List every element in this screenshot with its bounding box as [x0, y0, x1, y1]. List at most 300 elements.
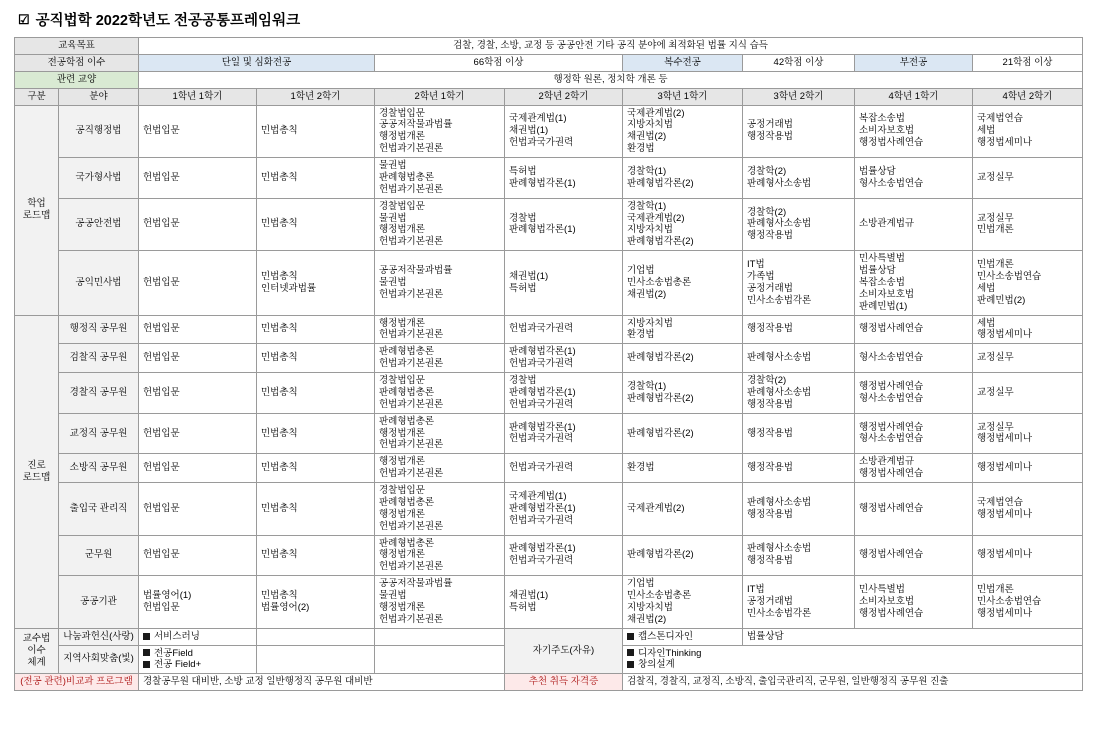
course-name: 채권법(1): [509, 590, 549, 601]
group-career-roadmap: 진로 로드맵: [15, 315, 59, 628]
course-name: 소비자보호법: [859, 595, 915, 607]
course-name: 소비자보호법: [859, 125, 915, 137]
course-cell: [973, 535, 1083, 576]
course-name: 판례형법각론(2): [627, 549, 694, 561]
teaching-item-major-field: 전공Field 전공 Field+: [139, 645, 257, 674]
framework-table: [14, 37, 1083, 691]
course-cell: [375, 576, 505, 629]
course-name: 민법총칙: [261, 502, 298, 514]
table-row: [15, 535, 1083, 576]
course-name: 교정실무: [977, 212, 1014, 224]
course-name: 국제관계법(1): [509, 113, 567, 125]
course-name: 헌법입문: [143, 502, 180, 514]
course-cell: [623, 251, 743, 315]
course-cell: [855, 315, 973, 344]
course-cell: [623, 413, 743, 454]
course-cell: [743, 105, 855, 158]
course-name: 헌법과기본권론: [379, 288, 444, 300]
course-name: 행정법세미나: [977, 549, 1033, 561]
course-name: 민법총칙: [261, 549, 298, 561]
field-label: 검찰직 공무원: [59, 344, 139, 373]
course-cell: [139, 158, 257, 199]
course-name: 소방관계법규: [859, 218, 915, 230]
course-name: 공공저작물과법률: [379, 578, 453, 590]
col-header-7: 3학년 2학기: [743, 88, 855, 105]
course-cell: [973, 315, 1083, 344]
course-cell: [623, 158, 743, 199]
field-label: 교정직 공무원: [59, 413, 139, 454]
teaching-item-capstone: 캡스톤디자인: [623, 628, 743, 645]
course-name: 판례형법총론: [379, 415, 435, 427]
course-name: 국제관계법(1): [509, 490, 567, 502]
credit-type-minor: 부전공: [855, 54, 973, 71]
course-cell: [743, 315, 855, 344]
course-cell: [623, 344, 743, 373]
table-row: [15, 373, 1083, 414]
course-name: 행정법개론: [379, 456, 425, 468]
course-name: 행정법세미나: [977, 462, 1033, 474]
field-label: 행정직 공무원: [59, 315, 139, 344]
course-name: 판례형법각론(1): [509, 346, 576, 358]
course-name: 헌법과기본권론: [379, 183, 444, 195]
course-name: 특허법: [509, 165, 537, 177]
teaching-category-love: 나눔과헌신(사랑): [59, 628, 139, 645]
course-cell: [505, 483, 623, 536]
course-cell: [623, 483, 743, 536]
course-name: 경찰학(1): [627, 165, 667, 177]
course-name: 법률상담: [859, 265, 896, 276]
bullet-square-icon: [627, 661, 634, 668]
course-name: 형사소송법연습: [859, 177, 924, 189]
course-name: 행정작용법: [747, 462, 793, 474]
course-name: 세법: [977, 282, 996, 294]
course-name: 민사소송법총론: [627, 276, 692, 288]
table-row: [15, 158, 1083, 199]
credit-value-single: 66학점 이상: [375, 54, 623, 71]
course-name: 판례민법(1): [859, 300, 908, 312]
course-cell: [505, 373, 623, 414]
course-name: 판례형법각론(1): [509, 224, 576, 236]
course-name: 교정실무: [977, 352, 1014, 364]
course-name: 채권법(1): [509, 270, 549, 282]
course-cell: [855, 535, 973, 576]
teaching-label-line1: 교수법: [22, 633, 51, 645]
course-name: 판례형법각론(2): [627, 427, 694, 439]
course-cell: [855, 251, 973, 315]
liberal-label: 관련 교양: [15, 71, 139, 88]
credits-row: [15, 54, 1083, 71]
col-header-9: 4학년 2학기: [973, 88, 1083, 105]
course-name: 헌법입문: [143, 125, 180, 137]
table-row: [15, 483, 1083, 536]
course-cell: [743, 158, 855, 199]
goal-row: [15, 38, 1083, 55]
course-name: 민사소송법총론: [627, 590, 692, 601]
column-header-row: [15, 88, 1083, 105]
program-label: (전공 관련)비교과 프로그램: [15, 674, 139, 691]
course-name: 세법: [977, 125, 996, 137]
teaching-system-label: [15, 628, 59, 674]
course-cell: [973, 483, 1083, 536]
course-name: 민사소송법각론: [747, 607, 812, 619]
course-name: 헌법입문: [143, 218, 180, 230]
course-cell: [257, 373, 375, 414]
field-label: 공공기관: [59, 576, 139, 629]
course-name: 공정거래법: [747, 119, 793, 131]
course-name: 행정법사례연습: [859, 502, 924, 514]
course-name: 가족법: [747, 270, 775, 282]
course-cell: [743, 576, 855, 629]
course-cell: [505, 413, 623, 454]
course-name: 민법총칙: [261, 125, 298, 137]
course-name: 국제관계법(2): [627, 212, 685, 224]
course-name: 복잡소송법: [859, 113, 905, 125]
table-row: [15, 413, 1083, 454]
course-name: 민법총칙: [261, 462, 298, 474]
course-cell: [973, 158, 1083, 199]
course-name: 행정법개론: [379, 601, 425, 613]
course-cell: [257, 454, 375, 483]
course-name: 민법총칙: [261, 427, 298, 439]
course-cell: [375, 158, 505, 199]
course-cell: [855, 413, 973, 454]
course-name: 행정법사례연습: [859, 549, 924, 561]
course-name: 법률상담: [859, 165, 896, 177]
course-name: 헌법과기본권론: [379, 468, 444, 480]
course-cell: [257, 315, 375, 344]
course-name: 판례민법(2): [977, 294, 1026, 306]
course-cell: [375, 483, 505, 536]
credits-label: 전공학점 이수: [15, 54, 139, 71]
course-name: 행정법사례연습: [859, 137, 924, 149]
teaching-row-1: [15, 628, 1083, 645]
course-cell: [623, 576, 743, 629]
course-name: IT법: [747, 259, 765, 271]
course-name: 행정작용법: [747, 508, 793, 520]
course-name: 헌법과국가권력: [509, 137, 574, 149]
course-name: 판례형법각론(2): [627, 392, 694, 404]
teaching-blank-2: [375, 628, 505, 645]
col-header-4: 2학년 1학기: [375, 88, 505, 105]
course-cell: [505, 158, 623, 199]
course-name: 행정법사례연습: [859, 421, 924, 433]
field-label: 군무원: [59, 535, 139, 576]
course-name: 행정법개론: [379, 549, 425, 561]
course-cell: [257, 158, 375, 199]
course-name: 헌법입문: [143, 276, 180, 288]
credit-type-single: 단일 및 심화전공: [139, 54, 375, 71]
course-name: 헌법과기본권론: [379, 398, 444, 410]
course-cell: [257, 483, 375, 536]
course-cell: [139, 315, 257, 344]
course-name: 행정작용법: [747, 131, 793, 143]
course-name: 판례형사소송법: [747, 218, 812, 230]
course-cell: [375, 315, 505, 344]
course-cell: [623, 454, 743, 483]
course-cell: [973, 105, 1083, 158]
course-name: 판례형법각론(1): [509, 386, 576, 398]
course-cell: [623, 535, 743, 576]
course-cell: [505, 576, 623, 629]
field-label: 국가형사법: [59, 158, 139, 199]
course-cell: [743, 413, 855, 454]
table-row: [15, 105, 1083, 158]
course-cell: [375, 373, 505, 414]
course-name: 형사소송법연습: [859, 433, 924, 445]
course-name: 행정법세미나: [977, 607, 1033, 619]
course-name: 민법총칙: [261, 386, 298, 398]
course-name: 소방관계법규: [859, 456, 915, 468]
credit-value-minor: 21학점 이상: [973, 54, 1083, 71]
course-name: 판례형법각론(2): [627, 236, 694, 248]
course-name: 판례형사소송법: [747, 496, 812, 508]
course-name: 판례형법각론(2): [627, 177, 694, 189]
course-name: 민사소송법연습: [977, 595, 1042, 607]
course-name: 민법개론: [977, 584, 1014, 596]
teaching-category-freedom: 자기주도(자유): [505, 628, 623, 674]
course-name: 특허법: [509, 601, 537, 613]
course-name: 국제관계법(2): [627, 107, 685, 119]
course-name: 소비자보호법: [859, 288, 915, 300]
course-name: 행정법세미나: [977, 508, 1033, 520]
course-name: 공정거래법: [747, 282, 793, 294]
teaching-label-line2: 이수: [27, 645, 46, 656]
course-name: 경찰학(2): [747, 375, 787, 386]
course-name: 민법총칙: [261, 270, 298, 282]
course-name: 행정작용법: [747, 323, 793, 335]
course-name: 복잡소송법: [859, 276, 905, 288]
program-row: [15, 674, 1083, 691]
course-name: 판례형사소송법: [747, 386, 812, 398]
course-cell: [623, 105, 743, 158]
course-cell: [855, 576, 973, 629]
teaching-blank-4: [375, 645, 505, 674]
course-cell: [375, 413, 505, 454]
course-cell: [139, 344, 257, 373]
course-name: 판례형법각론(1): [509, 502, 576, 514]
course-name: 행정법세미나: [977, 329, 1033, 341]
course-name: 공공저작물과법률: [379, 265, 453, 276]
course-name: 민법총칙: [261, 171, 298, 183]
course-name: 기업법: [627, 578, 655, 590]
course-name: 지방자치법: [627, 119, 673, 131]
course-cell: [855, 158, 973, 199]
course-name: 판례형법각론(2): [627, 352, 694, 364]
course-name: 판례형사소송법: [747, 543, 812, 555]
course-name: 판례형법각론(1): [509, 543, 576, 555]
course-cell: [139, 483, 257, 536]
course-name: 교정실무: [977, 171, 1014, 183]
course-cell: [375, 251, 505, 315]
course-name: 형사소송법연습: [859, 392, 924, 404]
course-name: 헌법입문: [143, 462, 180, 474]
course-cell: [139, 454, 257, 483]
course-name: 경찰학(2): [747, 206, 787, 218]
course-name: 행정작용법: [747, 427, 793, 439]
credit-type-double: 복수전공: [623, 54, 743, 71]
course-name: 민법총칙: [261, 323, 298, 335]
bullet-square-icon: [627, 649, 634, 656]
course-name: 행정법세미나: [977, 433, 1033, 445]
course-cell: [139, 105, 257, 158]
course-name: 행정법사례연습: [859, 323, 924, 335]
course-name: 경찰법입문: [379, 107, 425, 119]
course-name: 경찰법: [509, 375, 537, 386]
course-name: 판례형법각론(1): [509, 421, 576, 433]
course-cell: [743, 373, 855, 414]
course-cell: [505, 105, 623, 158]
cert-value: 검찰직, 경찰직, 교정직, 소방직, 출입국관리직, 군무원, 일반행정직 공무원 진출: [623, 674, 1083, 691]
course-name: 민사소송법연습: [977, 270, 1042, 282]
course-cell: [743, 535, 855, 576]
goal-label: 교육목표: [15, 38, 139, 55]
course-name: 지방자치법: [627, 224, 673, 236]
course-name: 헌법입문: [143, 386, 180, 398]
course-name: 행정법개론: [379, 317, 425, 329]
field-label: 소방직 공무원: [59, 454, 139, 483]
course-name: 민법개론: [977, 224, 1014, 236]
course-name: 환경법: [627, 329, 655, 341]
course-name: 헌법과기본권론: [379, 613, 444, 625]
teaching-category-local: 지역사회맞춤(빛): [59, 645, 139, 674]
course-cell: [505, 315, 623, 344]
course-name: 형사소송법연습: [859, 352, 924, 364]
course-name: 행정법세미나: [977, 137, 1033, 149]
course-name: 헌법입문: [143, 427, 180, 439]
course-name: 헌법입문: [143, 323, 180, 335]
course-name: 헌법과국가권력: [509, 555, 574, 567]
course-cell: [855, 454, 973, 483]
course-name: 헌법과국가권력: [509, 433, 574, 445]
course-name: 헌법과기본권론: [379, 143, 444, 155]
course-name: 기업법: [627, 265, 655, 276]
course-cell: [375, 344, 505, 373]
course-name: 경찰법입문: [379, 375, 425, 386]
course-name: 채권법(2): [627, 288, 667, 300]
course-name: 헌법입문: [143, 352, 180, 364]
cert-label: 추천 취득 자격증: [505, 674, 623, 691]
course-name: 헌법과국가권력: [509, 398, 574, 410]
course-name: 판례형법총론: [379, 171, 435, 183]
course-name: 경찰법입문: [379, 200, 425, 212]
course-cell: [855, 483, 973, 536]
course-name: 지방자치법: [627, 317, 673, 329]
course-cell: [855, 373, 973, 414]
col-header-0: 구분: [15, 88, 59, 105]
teaching-item-legal-counsel: 법률상담: [743, 628, 1083, 645]
course-cell: [505, 251, 623, 315]
course-cell: [375, 535, 505, 576]
course-name: 환경법: [627, 143, 655, 155]
liberal-value: 행정학 원론, 정치학 개론 등: [139, 71, 1083, 88]
col-header-3: 1학년 2학기: [257, 88, 375, 105]
course-name: 환경법: [627, 462, 655, 474]
course-cell: [973, 454, 1083, 483]
field-label: 출입국 관리직: [59, 483, 139, 536]
course-cell: [973, 344, 1083, 373]
course-name: 헌법입문: [143, 171, 180, 183]
col-header-5: 2학년 2학기: [505, 88, 623, 105]
course-name: 헌법입문: [143, 601, 180, 613]
course-name: 헌법과국가권력: [509, 462, 574, 474]
teaching-label-line3: 체계: [27, 656, 46, 668]
course-name: 민법개론: [977, 259, 1014, 271]
course-name: 행정법개론: [379, 427, 425, 439]
course-name: 채권법(1): [509, 125, 549, 137]
teaching-item-service-learning: 서비스러닝: [139, 628, 257, 645]
col-header-8: 4학년 1학기: [855, 88, 973, 105]
course-cell: [375, 454, 505, 483]
liberal-row: [15, 71, 1083, 88]
group-academic-roadmap: 학업 로드맵: [15, 105, 59, 315]
course-name: 민사특별법: [859, 584, 905, 596]
course-cell: [375, 105, 505, 158]
course-name: 민사소송법각론: [747, 294, 812, 306]
table-row: [15, 315, 1083, 344]
col-header-1: 분야: [59, 88, 139, 105]
course-name: 물권법: [379, 212, 407, 224]
course-cell: [505, 535, 623, 576]
course-name: 헌법과기본권론: [379, 358, 444, 370]
course-cell: [139, 535, 257, 576]
course-cell: [743, 198, 855, 251]
course-name: 법률영어(2): [261, 601, 310, 613]
course-name: 행정법사례연습: [859, 380, 924, 392]
course-cell: [375, 198, 505, 251]
bullet-square-icon: [143, 649, 150, 656]
course-cell: [973, 251, 1083, 315]
course-name: 민사특별법: [859, 253, 905, 265]
course-name: 법률영어(1): [143, 590, 192, 601]
course-name: 행정작용법: [747, 555, 793, 567]
course-cell: [257, 535, 375, 576]
course-cell: [139, 413, 257, 454]
course-name: 채권법(2): [627, 131, 667, 143]
course-cell: [623, 373, 743, 414]
course-cell: [743, 251, 855, 315]
course-name: 공정거래법: [747, 595, 793, 607]
course-cell: [743, 483, 855, 536]
course-name: 채권법(2): [627, 613, 667, 625]
course-name: 헌법과기본권론: [379, 520, 444, 532]
course-cell: [257, 198, 375, 251]
bullet-square-icon: [143, 661, 150, 668]
course-name: 판례형법총론: [379, 346, 435, 358]
course-name: 판례형법각론(1): [509, 177, 576, 189]
teaching-items-design: 디자인Thinking 창의설계: [623, 645, 1083, 674]
table-row: [15, 576, 1083, 629]
field-label: 공공안전법: [59, 198, 139, 251]
page-title-text: 공직법학 2022학년도 전공공통프레임워크: [35, 13, 301, 29]
course-name: 국제법연습: [977, 113, 1023, 125]
course-name: 물권법: [379, 590, 407, 601]
course-name: 교정실무: [977, 386, 1014, 398]
course-name: 헌법과국가권력: [509, 323, 574, 335]
course-name: 경찰학(1): [627, 380, 667, 392]
course-name: 헌법입문: [143, 549, 180, 561]
course-cell: [855, 105, 973, 158]
course-cell: [139, 576, 257, 629]
course-name: 행정법사례연습: [859, 468, 924, 480]
course-cell: [973, 373, 1083, 414]
program-value: 경찰공무원 대비반, 소방 교정 일반행정직 공무원 대비반: [139, 674, 505, 691]
course-name: 행정작용법: [747, 230, 793, 242]
course-name: 행정법개론: [379, 224, 425, 236]
course-cell: [505, 454, 623, 483]
course-name: 판례형사소송법: [747, 177, 812, 189]
course-cell: [257, 251, 375, 315]
course-name: 판례형법총론: [379, 386, 435, 398]
